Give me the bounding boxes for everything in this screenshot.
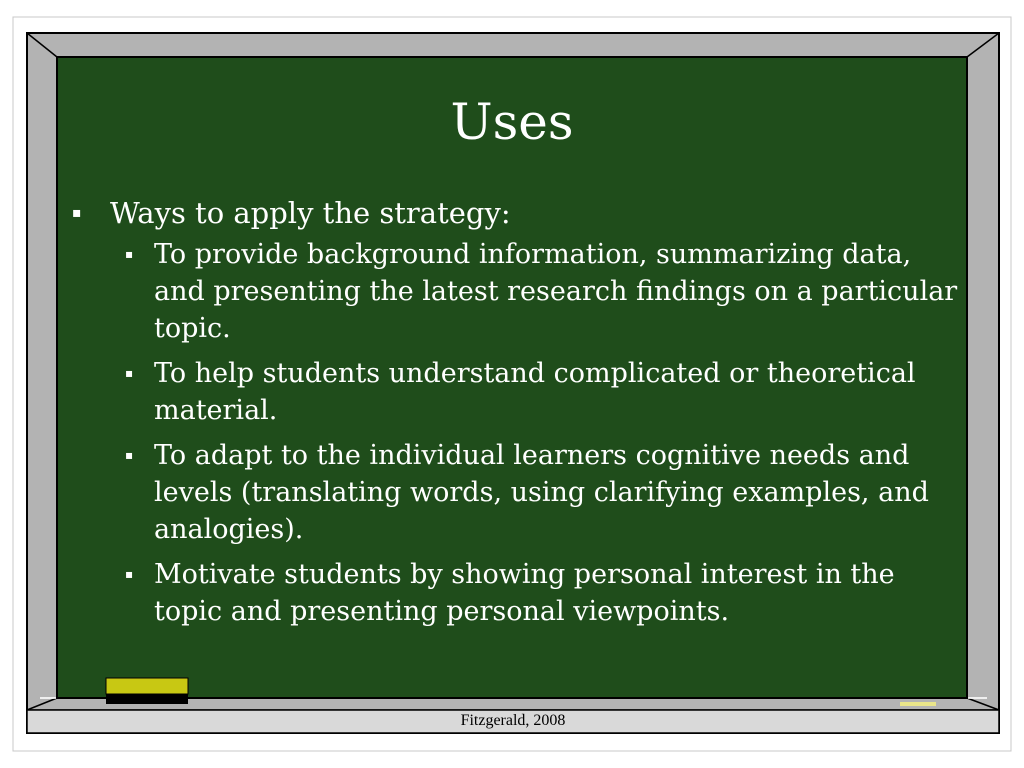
bullet-text: Ways to apply the strategy: [110, 196, 511, 230]
bullet-text: To adapt to the individual learners cognitive needs and levels (translating words, using clarifying examples, and analogies). [154, 440, 929, 545]
eraser-icon [106, 678, 188, 704]
bullet-text: Motivate students by showing personal interest in the topic and presenting personal viewpoints. [154, 559, 895, 627]
bullet-level-1 [70, 194, 960, 232]
square-bullet-icon: ▪ [125, 567, 134, 581]
slide-title: Uses [450, 93, 574, 151]
chalk-icon [900, 702, 936, 706]
bullet-level-2 [70, 355, 960, 429]
square-bullet-icon: ▪ [125, 366, 134, 380]
bullet-list [70, 194, 960, 638]
square-bullet-icon: ▪ [125, 247, 134, 261]
footer-citation: Fitzgerald, 2008 [460, 712, 566, 729]
square-bullet-icon: ▪ [72, 205, 82, 221]
square-bullet-icon: ▪ [125, 448, 134, 462]
bullet-text: To help students understand complicated or theoretical material. [154, 358, 916, 426]
bullet-level-2 [70, 556, 960, 630]
bullet-level-2 [70, 236, 960, 347]
bullet-level-2 [70, 437, 960, 548]
bullet-text: To provide background information, summarizing data, and presenting the latest research findings on a particular topic. [154, 239, 958, 344]
